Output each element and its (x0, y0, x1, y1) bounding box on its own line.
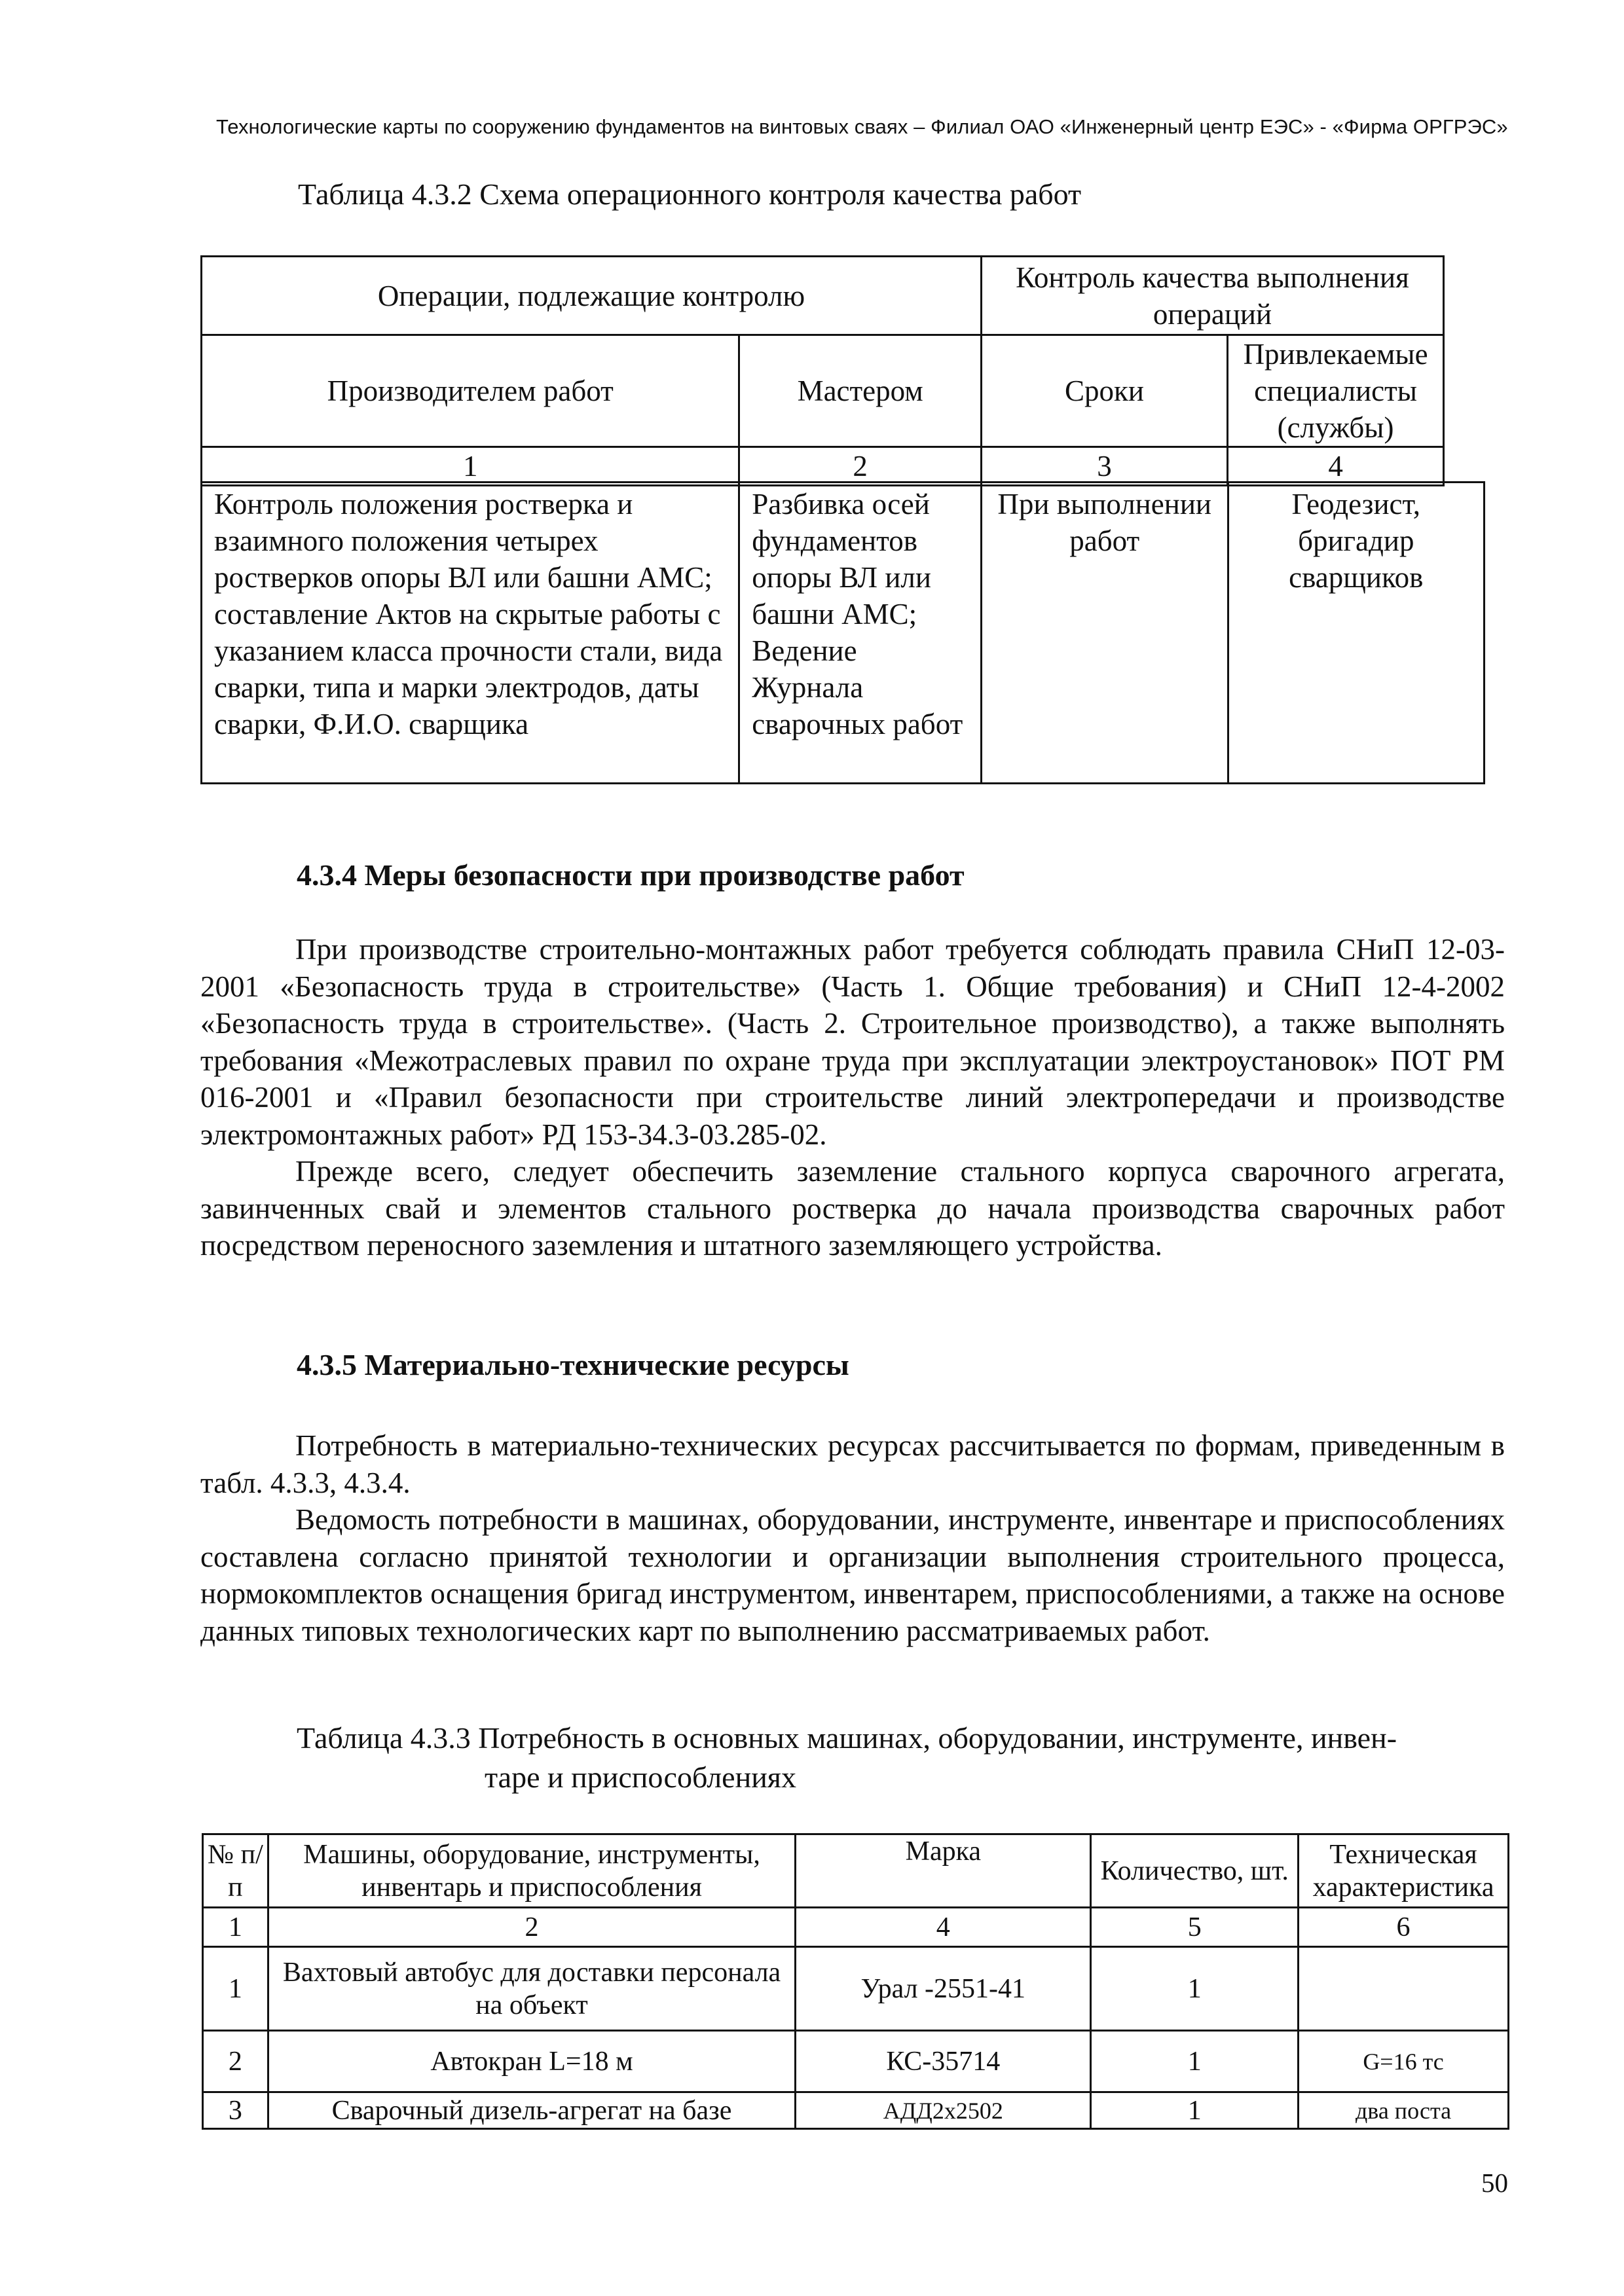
col-header-number: № п/п (203, 1834, 268, 1908)
col-number-3: 3 (981, 447, 1227, 486)
group-header-operations: Операции, подлежащие контролю (202, 257, 982, 335)
section-4-3-5-body (200, 1427, 1505, 1649)
col-header-specification: Техническая характеристика (1299, 1834, 1509, 1908)
table-4-3-2-body (200, 481, 1485, 784)
row-number: 1 (203, 1947, 268, 2031)
col-number-2: 2 (268, 1908, 795, 1947)
table-row-master-tasks: Разбивка осей фундаментов опоры ВЛ или башни АМС; Ведение Журнала сварочных работ (739, 483, 982, 784)
section-4-3-4-title: 4.3.4 Меры безопасности при производстве работ (297, 858, 965, 892)
section-4-3-4-body (200, 931, 1505, 1264)
table-row (203, 2031, 1509, 2092)
col-header-brand: Марка (796, 1834, 1091, 1908)
row-number: 2 (203, 2031, 268, 2092)
row-quantity: 1 (1091, 2092, 1299, 2129)
paragraph: При производстве строительно-монтажных работ требуется соблюдать правила СНиП 12-03-2001 «Безопасность труда в строительстве» (Часть 1. Общие требования) и СНиП 12-4-2002 «Безопасность труда в строительстве». (Часть 2. Строительное производство), а также выполнять требования «Межотраслевых правил по охране труда при эксплуатации электроустановок» ПОТ РМ 016-2001 и «Правил безопасности при строительстве линий электропередачи и производстве электромонтажных работ» РД 153-34.3-03.285-02. (200, 933, 1505, 1151)
table-row (203, 2092, 1509, 2129)
col-number-1: 1 (202, 447, 739, 486)
row-quantity: 1 (1091, 2031, 1299, 2092)
table-4-3-3-caption: Таблица 4.3.3 Потребность в основных машинах, оборудовании, инструменте, инвен- (297, 1721, 1397, 1755)
col-number-2: 2 (739, 447, 981, 486)
row-quantity: 1 (1091, 1947, 1299, 2031)
table-row (203, 1947, 1509, 2031)
table-4-3-2-header (200, 255, 1445, 486)
row-brand: КС-35714 (796, 2031, 1091, 2092)
col-number-4: 4 (1228, 447, 1444, 486)
table-row-specialists: Геодезист, бригадир сварщиков (1228, 483, 1484, 784)
col-number-4: 4 (796, 1908, 1091, 1947)
row-brand: АДД2х2502 (796, 2092, 1091, 2129)
section-4-3-5-title: 4.3.5 Материально-технические ресурсы (297, 1348, 849, 1381)
page-number: 50 (1481, 2168, 1508, 2198)
row-specification: G=16 тс (1299, 2031, 1509, 2092)
table-4-3-3-caption-cont: таре и приспособлениях (485, 1760, 796, 1794)
paragraph: Потребность в материально-технических ресурсах рассчитывается по формам, приведенным в табл. 4.3.3, 4.3.4. (200, 1429, 1505, 1499)
col-header-machines: Машины, оборудование, инструменты, инвентарь и приспособления (268, 1834, 795, 1908)
paragraph: Ведомость потребности в машинах, оборудовании, инструменте, инвентаре и приспособлениях составлена согласно принятой технологии и организации выполнения строительного процесса, нормокомплектов оснащения бригад инструментом, инвентарем, приспособлениями, а также на основе данных типовых технологических карт по выполнению рассматриваемых работ. (200, 1503, 1505, 1647)
row-machine: Сварочный дизель-агрегат на базе (268, 2092, 795, 2129)
row-specification: два поста (1299, 2092, 1509, 2129)
col-header-quantity: Количество, шт. (1091, 1834, 1299, 1908)
table-row-terms: При выполнении работ (981, 483, 1228, 784)
col-header-master: Мастером (739, 335, 981, 447)
col-header-terms: Сроки (981, 335, 1227, 447)
table-row-control-description: Контроль положения ростверка и взаимного положения четырех ростверков опоры ВЛ или башни АМС; составление Актов на скрытые работы с указанием класса прочности стали, вида сварки, типа и марки электродов, даты сварки, Ф.И.О. сварщика (202, 483, 739, 784)
table-4-3-3 (202, 1833, 1509, 2130)
row-number: 3 (203, 2092, 268, 2129)
group-header-quality-control: Контроль качества выполнения операций (981, 257, 1443, 335)
row-machine: Автокран L=18 м (268, 2031, 795, 2092)
col-number-5: 5 (1091, 1908, 1299, 1947)
running-header: Технологические карты по сооружению фундаментов на винтовых сваях – Филиал ОАО «Инженерный центр ЕЭС» - «Фирма ОРГРЭС» (216, 115, 1508, 138)
row-brand: Урал -2551-41 (796, 1947, 1091, 2031)
row-machine: Вахтовый автобус для доставки персонала на объект (268, 1947, 795, 2031)
col-number-1: 1 (203, 1908, 268, 1947)
row-specification (1299, 1947, 1509, 2031)
col-number-6: 6 (1299, 1908, 1509, 1947)
col-header-specialists: Привлекаемые специалисты (службы) (1228, 335, 1444, 447)
table-4-3-2-caption: Таблица 4.3.2 Схема операционного контроля качества работ (298, 177, 1082, 211)
paragraph: Прежде всего, следует обеспечить заземление стального корпуса сварочного агрегата, завинченных свай и элементов стального ростверка до начала производства сварочных работ посредством переносного заземления и штатного заземляющего устройства. (200, 1155, 1505, 1262)
col-header-producer: Производителем работ (202, 335, 739, 447)
